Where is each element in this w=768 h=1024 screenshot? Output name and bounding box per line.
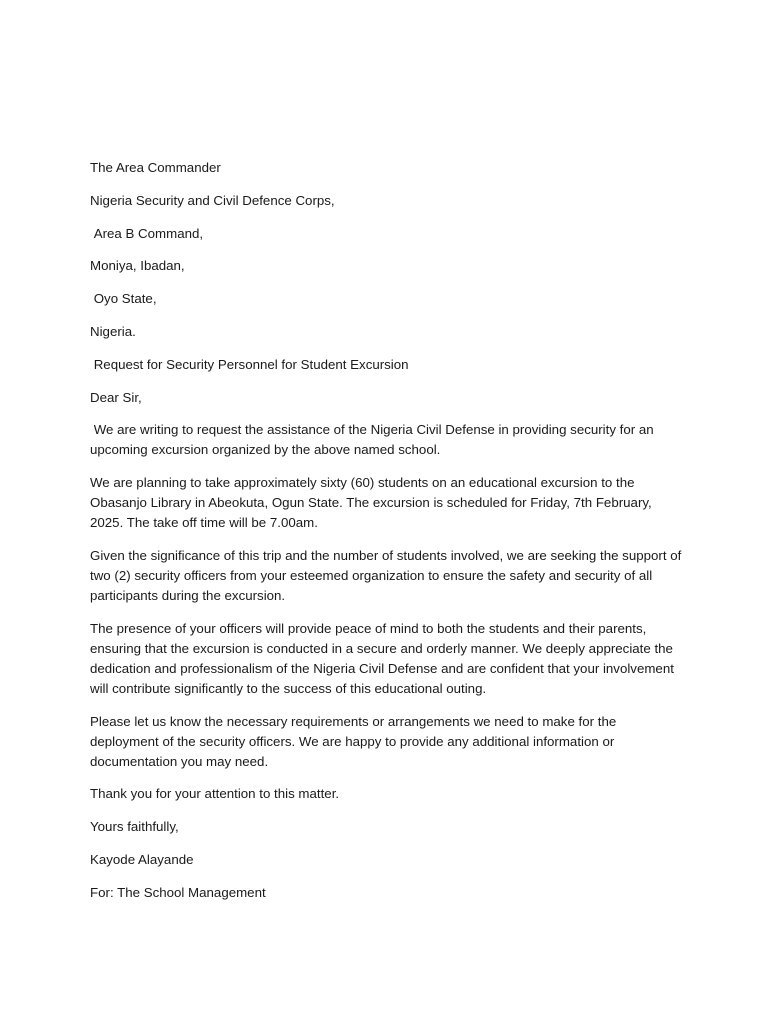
recipient-state: Oyo State, xyxy=(90,291,157,307)
paragraph-intro: We are writing to request the assistance of the Nigeria Civil Defense in providing security for an upcoming excursion organized by the above named school. xyxy=(90,422,658,458)
recipient-city: Moniya, Ibadan, xyxy=(90,258,185,274)
recipient-country: Nigeria. xyxy=(90,323,136,339)
closing-signoff: Yours faithfully, xyxy=(90,819,179,835)
signatory-name: Kayode Alayande xyxy=(90,851,194,867)
signatory-on-behalf: For: The School Management xyxy=(90,884,266,900)
recipient-command: Area B Command, xyxy=(90,225,204,241)
salutation: Dear Sir, xyxy=(90,389,142,405)
paragraph-requirements: Please let us know the necessary requirements or arrangements we need to make for the deployment of the security officers. We are happy to provide any additional information or documentation you may need. xyxy=(90,713,620,769)
recipient-title: The Area Commander xyxy=(90,160,221,175)
paragraph-appreciation: The presence of your officers will provide peace of mind to both the students and their parents, ensuring that the excursion is conducted in a secure and orderly manner. We deeply appreciate the dedication and professionalism of the Nigeria Civil Defense and are confident that your involvement will contribute significantly to the success of this educational outing. xyxy=(90,620,678,696)
paragraph-excursion-details: We are planning to take approximately sixty (60) students on an educational excursion to the Obasanjo Library in Abeokuta, Ogun State. The excursion is scheduled for Friday, 7th February, 2025. The take off time will be 7.00am. xyxy=(90,475,656,531)
letter-subject: Request for Security Personnel for Student Excursion xyxy=(90,356,409,372)
paragraph-security-request: Given the significance of this trip and the number of students involved, we are seeking the support of two (2) security officers from your esteemed organization to ensure the safety and security of all participants during the excursion. xyxy=(90,547,686,603)
letter-body xyxy=(90,158,688,903)
recipient-organization: Nigeria Security and Civil Defence Corps, xyxy=(90,192,335,208)
closing-thanks: Thank you for your attention to this matter. xyxy=(90,786,340,802)
